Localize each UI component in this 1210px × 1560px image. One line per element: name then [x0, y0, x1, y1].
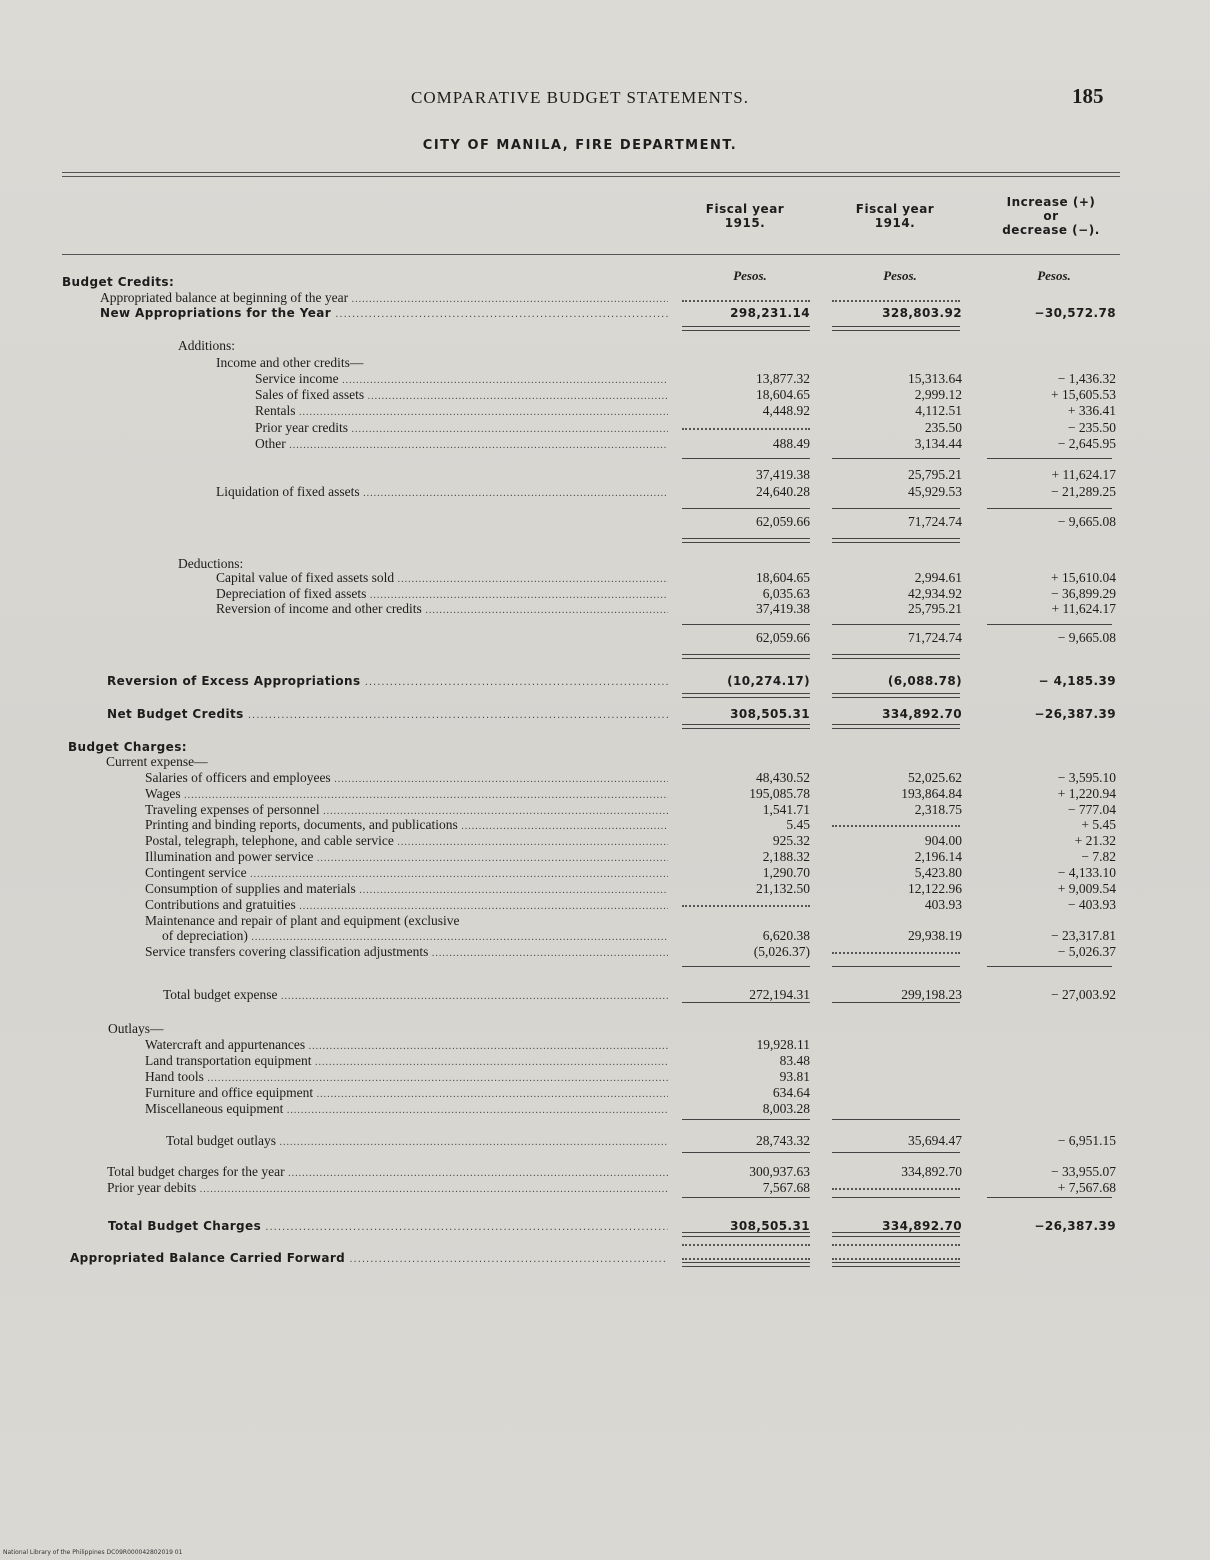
- column-rule: [682, 1152, 810, 1153]
- table-row: [0, 467, 1210, 483]
- column-rule: [682, 624, 810, 625]
- column-header-line: or: [1043, 209, 1059, 223]
- page-header-title: COMPARATIVE BUDGET STATEMENTS.: [411, 88, 749, 107]
- page-footer: National Library of the Philippines DC09R000042802019 01: [3, 1549, 183, 1556]
- table-row: [0, 817, 1210, 833]
- table-row: [0, 865, 1210, 881]
- column-rule: [832, 458, 960, 459]
- column-header-line: Fiscal year: [705, 202, 785, 216]
- table-row: [0, 1218, 1210, 1234]
- row-label: Service income .....: [255, 371, 668, 389]
- value-change: − 3,595.10: [1057, 770, 1116, 785]
- row-label: Reversion of Excess Appropriations .....: [107, 673, 668, 691]
- table-row: [0, 1069, 1210, 1085]
- value-change: − 23,317.81: [1051, 928, 1116, 943]
- page-number: 185: [1072, 84, 1104, 108]
- column-rule: [682, 1232, 810, 1237]
- column-rule: [832, 538, 960, 543]
- column-header-line: decrease (−).: [1002, 223, 1100, 237]
- column-rule: [682, 966, 810, 967]
- table-row: [0, 290, 1210, 306]
- row-label: Printing and binding reports, documents, and publications .....: [145, 817, 668, 835]
- value-change: + 21.32: [1074, 833, 1116, 848]
- row-label: Depreciation of fixed assets .....: [216, 586, 668, 604]
- table-row: [0, 1180, 1210, 1196]
- row-label: Prior year debits .....: [107, 1180, 668, 1198]
- value-1914: 299,198.23: [901, 987, 962, 1002]
- empty-cell-dots: [832, 817, 960, 827]
- table-row: [0, 274, 1210, 290]
- value-1915: 300,937.63: [749, 1164, 810, 1179]
- value-1915: 488.49: [772, 436, 810, 451]
- unit-label-1915: Pesos.: [733, 268, 767, 283]
- value-1914: 29,938.19: [908, 928, 962, 943]
- row-label: Hand tools .....: [145, 1069, 668, 1087]
- value-1915: 13,877.32: [756, 371, 810, 386]
- column-rule: [987, 458, 1112, 459]
- row-label: Additions:: [178, 338, 236, 353]
- column-header-1914: [830, 202, 960, 230]
- value-change: − 1,436.32: [1057, 371, 1116, 386]
- value-1915: 21,132.50: [756, 881, 810, 896]
- table-row: [0, 1101, 1210, 1117]
- column-rule: [832, 1262, 960, 1267]
- value-change: − 403.93: [1067, 897, 1116, 912]
- table-row: [0, 833, 1210, 849]
- value-change: −26,387.39: [1034, 707, 1116, 721]
- column-rule: [832, 300, 960, 302]
- value-1915: 28,743.32: [756, 1133, 810, 1148]
- value-1914: 15,313.64: [908, 371, 962, 386]
- table-row: [0, 1085, 1210, 1101]
- table-row: [0, 355, 1210, 371]
- table-row: [0, 1164, 1210, 1180]
- row-label: Capital value of fixed assets sold .....: [216, 570, 668, 588]
- value-1915: 7,567.68: [762, 1180, 810, 1195]
- table-row: [0, 305, 1210, 321]
- column-rule: [682, 654, 810, 659]
- value-1914: 2,999.12: [914, 387, 962, 402]
- value-change: + 7,567.68: [1057, 1180, 1116, 1195]
- table-row: [0, 586, 1210, 602]
- value-1914: (6,088.78): [887, 674, 962, 688]
- value-1915: 1,290.70: [762, 865, 810, 880]
- value-1914: 235.50: [924, 420, 962, 435]
- row-label: Total Budget Charges .....: [108, 1218, 668, 1236]
- value-change: + 1,220.94: [1057, 786, 1116, 801]
- value-1915: 634.64: [772, 1085, 810, 1100]
- column-header-rule: [62, 254, 1120, 255]
- value-1915: 6,620.38: [762, 928, 810, 943]
- table-row: [0, 739, 1210, 755]
- table-row: [0, 514, 1210, 530]
- value-1915: 2,188.32: [762, 849, 810, 864]
- value-1914: 2,196.14: [914, 849, 962, 864]
- row-label: Total budget charges for the year .....: [107, 1164, 668, 1182]
- row-label: Maintenance and repair of plant and equipment (exclusive: [145, 913, 460, 928]
- column-rule: [987, 966, 1112, 967]
- column-rule: [832, 508, 960, 509]
- row-label: Total budget outlays .....: [166, 1133, 668, 1151]
- value-1915: 6,035.63: [762, 586, 810, 601]
- value-1915: 4,448.92: [762, 403, 810, 418]
- column-rule: [682, 538, 810, 543]
- row-label: Appropriated Balance Carried Forward .....: [70, 1250, 668, 1268]
- table-row: [0, 913, 1210, 929]
- row-label: Appropriated balance at beginning of the year .....: [100, 290, 668, 308]
- row-label: Contributions and gratuities .....: [145, 897, 668, 915]
- table-row: [0, 338, 1210, 354]
- table-row: [0, 1250, 1210, 1266]
- value-change: + 336.41: [1067, 403, 1116, 418]
- column-rule: [682, 300, 810, 302]
- table-row: [0, 881, 1210, 897]
- column-header-line: 1914.: [874, 216, 916, 230]
- value-1915: 925.32: [772, 833, 810, 848]
- value-change: − 4,133.10: [1057, 865, 1116, 880]
- table-row: [0, 1133, 1210, 1149]
- value-1915: 37,419.38: [756, 601, 810, 616]
- value-change: − 7.82: [1081, 849, 1116, 864]
- column-rule: [832, 1244, 960, 1246]
- value-1915: 62,059.66: [756, 630, 810, 645]
- column-rule: [832, 654, 960, 659]
- column-header-line: 1915.: [724, 216, 766, 230]
- value-change: − 9,665.08: [1057, 630, 1116, 645]
- value-1915: 1,541.71: [762, 802, 810, 817]
- value-1915: 18,604.65: [756, 570, 810, 585]
- value-change: + 9,009.54: [1057, 881, 1116, 896]
- row-label: Service transfers covering classification adjustments .....: [145, 944, 668, 962]
- row-label: Outlays—: [108, 1021, 164, 1036]
- table-row: [0, 601, 1210, 617]
- table-row: [0, 387, 1210, 403]
- value-1915: 18,604.65: [756, 387, 810, 402]
- value-1915: 195,085.78: [749, 786, 810, 801]
- empty-cell-dots: [832, 944, 960, 954]
- value-1915: 308,505.31: [730, 707, 810, 721]
- value-1914: 334,892.70: [901, 1164, 962, 1179]
- table-row: [0, 786, 1210, 802]
- value-1914: 403.93: [924, 897, 962, 912]
- table-row: [0, 706, 1210, 722]
- value-1914: 35,694.47: [908, 1133, 962, 1148]
- value-change: − 33,955.07: [1051, 1164, 1116, 1179]
- table-row: [0, 770, 1210, 786]
- row-label: Furniture and office equipment .....: [145, 1085, 668, 1103]
- column-rule: [987, 624, 1112, 625]
- table-row: [0, 802, 1210, 818]
- value-1915: (5,026.37): [753, 944, 810, 959]
- value-change: − 9,665.08: [1057, 514, 1116, 529]
- value-1915: 8,003.28: [762, 1101, 810, 1116]
- row-label: Sales of fixed assets .....: [255, 387, 668, 405]
- value-1915: (10,274.17): [727, 674, 810, 688]
- value-1915: 48,430.52: [756, 770, 810, 785]
- row-label: Traveling expenses of personnel .....: [145, 802, 668, 820]
- column-rule: [682, 458, 810, 459]
- column-rule: [682, 508, 810, 509]
- value-1915: 83.48: [779, 1053, 810, 1068]
- value-1915: 62,059.66: [756, 514, 810, 529]
- value-1914: 71,724.74: [908, 514, 962, 529]
- table-row: [0, 630, 1210, 646]
- table-row: [0, 754, 1210, 770]
- value-1915: 24,640.28: [756, 484, 810, 499]
- row-label: Illumination and power service .....: [145, 849, 668, 867]
- value-1915: 298,231.14: [730, 306, 810, 320]
- page-subtitle: CITY OF MANILA, FIRE DEPARTMENT.: [422, 138, 738, 153]
- value-change: + 11,624.17: [1051, 467, 1116, 482]
- table-row: [0, 897, 1210, 913]
- row-label: Current expense—: [106, 754, 208, 769]
- value-1914: 5,423.80: [914, 865, 962, 880]
- header-rule: [62, 176, 1120, 177]
- row-label: of depreciation) .....: [162, 928, 668, 946]
- table-row: [0, 484, 1210, 500]
- column-rule: [987, 1197, 1112, 1198]
- column-header-line: Increase (+): [1006, 195, 1096, 209]
- empty-cell-dots: [682, 420, 810, 430]
- table-row: [0, 673, 1210, 689]
- empty-cell-dots: [682, 897, 810, 907]
- value-1915: 308,505.31: [730, 1219, 810, 1233]
- table-row: [0, 1037, 1210, 1053]
- column-rule: [832, 724, 960, 729]
- value-change: − 27,003.92: [1051, 987, 1116, 1002]
- value-change: − 21,289.25: [1051, 484, 1116, 499]
- value-1915: 272,194.31: [749, 987, 810, 1002]
- row-label: Land transportation equipment .....: [145, 1053, 668, 1071]
- column-rule: [832, 1232, 960, 1237]
- column-rule: [682, 1002, 810, 1003]
- column-rule: [682, 693, 810, 698]
- row-label: Contingent service .....: [145, 865, 668, 883]
- value-1915: 19,928.11: [756, 1037, 810, 1052]
- column-rule: [682, 1244, 810, 1246]
- column-rule: [682, 326, 810, 331]
- value-change: + 5.45: [1081, 817, 1116, 832]
- table-row: [0, 1021, 1210, 1037]
- value-change: − 4,185.39: [1038, 674, 1116, 688]
- column-rule: [832, 326, 960, 331]
- value-1914: 25,795.21: [908, 601, 962, 616]
- table-row: [0, 570, 1210, 586]
- table-row: [0, 420, 1210, 436]
- empty-cell-dots: [682, 1250, 810, 1260]
- value-change: − 6,951.15: [1057, 1133, 1116, 1148]
- value-1915: 5.45: [786, 817, 810, 832]
- column-rule: [682, 1119, 810, 1120]
- empty-cell-dots: [832, 1250, 960, 1260]
- column-rule: [987, 508, 1112, 509]
- column-rule: [832, 693, 960, 698]
- value-1914: 25,795.21: [908, 467, 962, 482]
- value-change: − 777.04: [1067, 802, 1116, 817]
- row-label: Income and other credits—: [216, 355, 364, 370]
- value-1914: 12,122.96: [908, 881, 962, 896]
- column-rule: [832, 624, 960, 625]
- table-row: [0, 403, 1210, 419]
- column-rule: [832, 1119, 960, 1120]
- row-label: Budget Credits:: [62, 275, 175, 289]
- value-1914: 904.00: [924, 833, 962, 848]
- column-rule: [832, 1197, 960, 1198]
- value-change: − 5,026.37: [1057, 944, 1116, 959]
- row-label: Consumption of supplies and materials .....: [145, 881, 668, 899]
- row-label: Wages .....: [145, 786, 668, 804]
- empty-cell-dots: [832, 1180, 960, 1190]
- table-row: [0, 944, 1210, 960]
- value-1914: 334,892.70: [882, 707, 962, 721]
- value-1914: 328,803.92: [882, 306, 962, 320]
- value-1914: 4,112.51: [915, 403, 962, 418]
- row-label: Deductions:: [178, 556, 244, 571]
- column-header-change: [976, 195, 1126, 237]
- row-label: Prior year credits .....: [255, 420, 668, 438]
- row-label: Watercraft and appurtenances .....: [145, 1037, 668, 1055]
- table-row: [0, 987, 1210, 1003]
- value-1914: 2,994.61: [914, 570, 962, 585]
- column-rule: [832, 966, 960, 967]
- value-change: + 15,610.04: [1051, 570, 1116, 585]
- row-label: Postal, telegraph, telephone, and cable service .....: [145, 833, 668, 851]
- value-change: −30,572.78: [1034, 306, 1116, 320]
- value-1914: 334,892.70: [882, 1219, 962, 1233]
- value-1914: 52,025.62: [908, 770, 962, 785]
- row-label: Other .....: [255, 436, 668, 454]
- unit-label-1914: Pesos.: [883, 268, 917, 283]
- value-1914: 3,134.44: [914, 436, 962, 451]
- unit-label-change: Pesos.: [1037, 268, 1071, 283]
- row-label: Salaries of officers and employees .....: [145, 770, 668, 788]
- value-change: − 2,645.95: [1057, 436, 1116, 451]
- value-1915: 93.81: [779, 1069, 810, 1084]
- table-row: [0, 928, 1210, 944]
- row-label: Budget Charges:: [68, 740, 187, 754]
- value-1914: 42,934.92: [908, 586, 962, 601]
- row-label: Liquidation of fixed assets .....: [216, 484, 668, 502]
- row-label: Total budget expense .....: [163, 987, 668, 1005]
- value-1914: 45,929.53: [908, 484, 962, 499]
- column-header-line: Fiscal year: [855, 202, 935, 216]
- value-change: − 235.50: [1067, 420, 1116, 435]
- value-change: + 11,624.17: [1051, 601, 1116, 616]
- table-row: [0, 1053, 1210, 1069]
- row-label: Reversion of income and other credits .....: [216, 601, 668, 619]
- row-label: Rentals .....: [255, 403, 668, 421]
- row-label: New Appropriations for the Year .....: [100, 305, 668, 323]
- value-change: −26,387.39: [1034, 1219, 1116, 1233]
- table-row: [0, 371, 1210, 387]
- value-1914: 71,724.74: [908, 630, 962, 645]
- column-header-1915: [680, 202, 810, 230]
- column-rule: [682, 724, 810, 729]
- value-change: − 36,899.29: [1051, 586, 1116, 601]
- table-row: [0, 849, 1210, 865]
- column-rule: [832, 1152, 960, 1153]
- row-label: Net Budget Credits .....: [107, 706, 668, 724]
- column-rule: [832, 1002, 960, 1003]
- value-change: + 15,605.53: [1051, 387, 1116, 402]
- row-label: Miscellaneous equipment .....: [145, 1101, 668, 1119]
- header-rule: [62, 172, 1120, 173]
- column-rule: [682, 1262, 810, 1267]
- value-1914: 193,864.84: [901, 786, 962, 801]
- value-1914: 2,318.75: [914, 802, 962, 817]
- table-row: [0, 436, 1210, 452]
- column-rule: [682, 1197, 810, 1198]
- value-1915: 37,419.38: [756, 467, 810, 482]
